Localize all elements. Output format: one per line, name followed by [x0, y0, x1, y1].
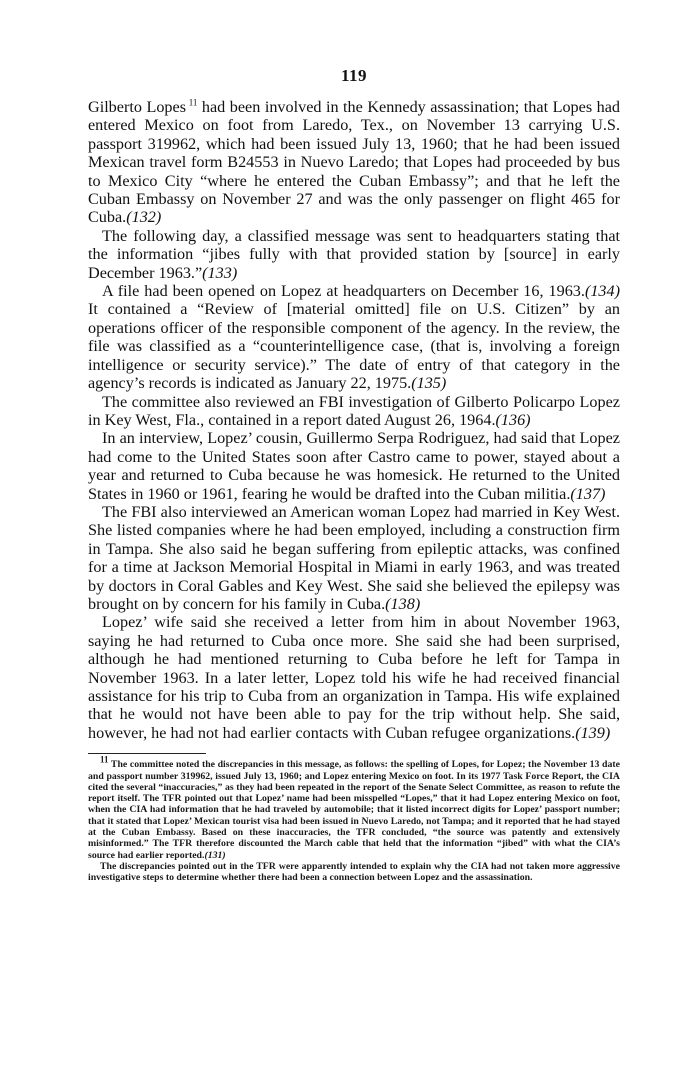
paragraph [88, 429, 620, 503]
text-run: The following day, a classified message was sent to headquarters stating that the information “jibes fully with that provided station by [source] in early December 1963.” [88, 226, 620, 282]
citation-ref: (132) [126, 208, 162, 227]
citation-ref: (133) [202, 263, 238, 282]
text-run: Gilberto Lopes [88, 98, 187, 116]
text-run: A file had been opened on Lopez at headquarters on December 16, 1963. [102, 282, 585, 301]
footnote [88, 861, 620, 884]
citation-ref: (137) [570, 484, 606, 503]
paragraph [88, 613, 620, 742]
text-run: It contained a “Review of [material omitted] file on U.S. Citizen” by an operations officer of the responsible component of the agency. In the review, the file was classified as a “counterintelligence case, (that is, involving a foreign intelligence or security service).” The date of entry of that category in the agency’s records is indicated as January 22, 1975. [88, 300, 620, 393]
text-run: had been involved in the Kennedy assassination; that Lopes had entered Mexico on foot from Laredo, Tex., on November 13 carrying U.S. passport 319962, which had been issued July 13, 1960; that he had been issued Mexican travel form B24553 in Nuevo Laredo; that Lopes had proceeded by bus to Mexico City “where he entered the Cuban Embassy”; and that he left the Cuban Embassy on November 27 and was the only passenger on flight 465 for Cuba. [88, 98, 620, 227]
citation-ref: (139) [575, 723, 611, 742]
text-run: The FBI also interviewed an American woman Lopez had married in Key West. She listed companies where he had been employed, including a construction firm in Tampa. She also said he began suffering from epileptic attacks, was confined for a time at Jackson Memorial Hospital in Miami in early 1963, and was treated by doctors in Coral Gables and Key West. She said she believed the epilepsy was brought on by concern for his family in Cuba. [88, 502, 620, 613]
paragraph [88, 227, 620, 282]
text-run: The committee noted the discrepancies in this message, as follows: the spelling of Lopes, for Lopez; the November 13 date and passport number 319962, issued July 13, 1960; and Lopez entering Mexico on foot. In its 1977 Task Force Report, the CIA cited the several “inaccuracies,” as they had been repeated in the report of the Senate Select Committee, as reason to refute the report itself. The TFR pointed out that Lopez’ name had been misspelled “Lopes,” that it had Lopez entering Mexico on foot, when the CIA had information that he had traveled by automobile; that it listed incorrect digits for Lopez’ passport number; that it stated that Lopez’ Mexican tourist visa had been issued in Nuevo Laredo, not Tampa; and it reported that he had stayed at the Cuban Embassy. Based on these inaccuracies, the TFR concluded, “the source was patently and extensively misinformed.” The TFR therefore discounted the March cable that held that the information “jibed” with what the CIA’s source had earlier reported. [88, 759, 620, 861]
text-run: Lopez’ wife said she received a letter from him in about November 1963, saying he had returned to Cuba once more. She said she had been surprised, although he had mentioned returning to Cuba before he left for Tampa in November 1963. In a later letter, Lopez told his wife he had received financial assistance for his trip to Cuba from an organization in Tampa. His wife explained that he would not have been able to pay for the trip without help. She said, however, he had not had earlier contacts with Cuban refugee organizations. [88, 613, 620, 742]
paragraph [88, 393, 620, 430]
text-run: The discrepancies pointed out in the TFR were apparently intended to explain why the CIA had not taken more aggressive investigative steps to determine whether there had been a connection between Lopez and the assassination. [88, 860, 620, 884]
text-run: In an interview, Lopez’ cousin, Guillermo Serpa Rodriguez, had said that Lopez had come to the United States soon after Castro came to power, stayed about a year and returned to Cuba because he was homesick. He returned to the United States in 1960 or 1961, fearing he would be drafted into the Cuban militia. [88, 429, 620, 503]
paragraph [88, 503, 620, 613]
citation-ref: (135) [411, 374, 447, 393]
citation-ref: (136) [495, 410, 531, 429]
body-text [88, 98, 620, 742]
citation-ref: (134) [584, 282, 620, 301]
paragraph [88, 98, 620, 227]
footnotes [88, 754, 620, 884]
citation-ref: (138) [385, 594, 421, 613]
footnote [88, 754, 620, 861]
page-number: 119 [340, 66, 368, 85]
citation-ref: (131) [204, 849, 226, 861]
document-page [88, 66, 620, 883]
paragraph [88, 282, 620, 392]
text-run: The committee also reviewed an FBI investigation of Gilberto Policarpo Lopez in Key West, Fla., contained in a report dated August 26, 1964. [88, 392, 620, 429]
footnote-marker: 11 [100, 754, 109, 765]
footnote-marker: 11 [186, 97, 198, 108]
